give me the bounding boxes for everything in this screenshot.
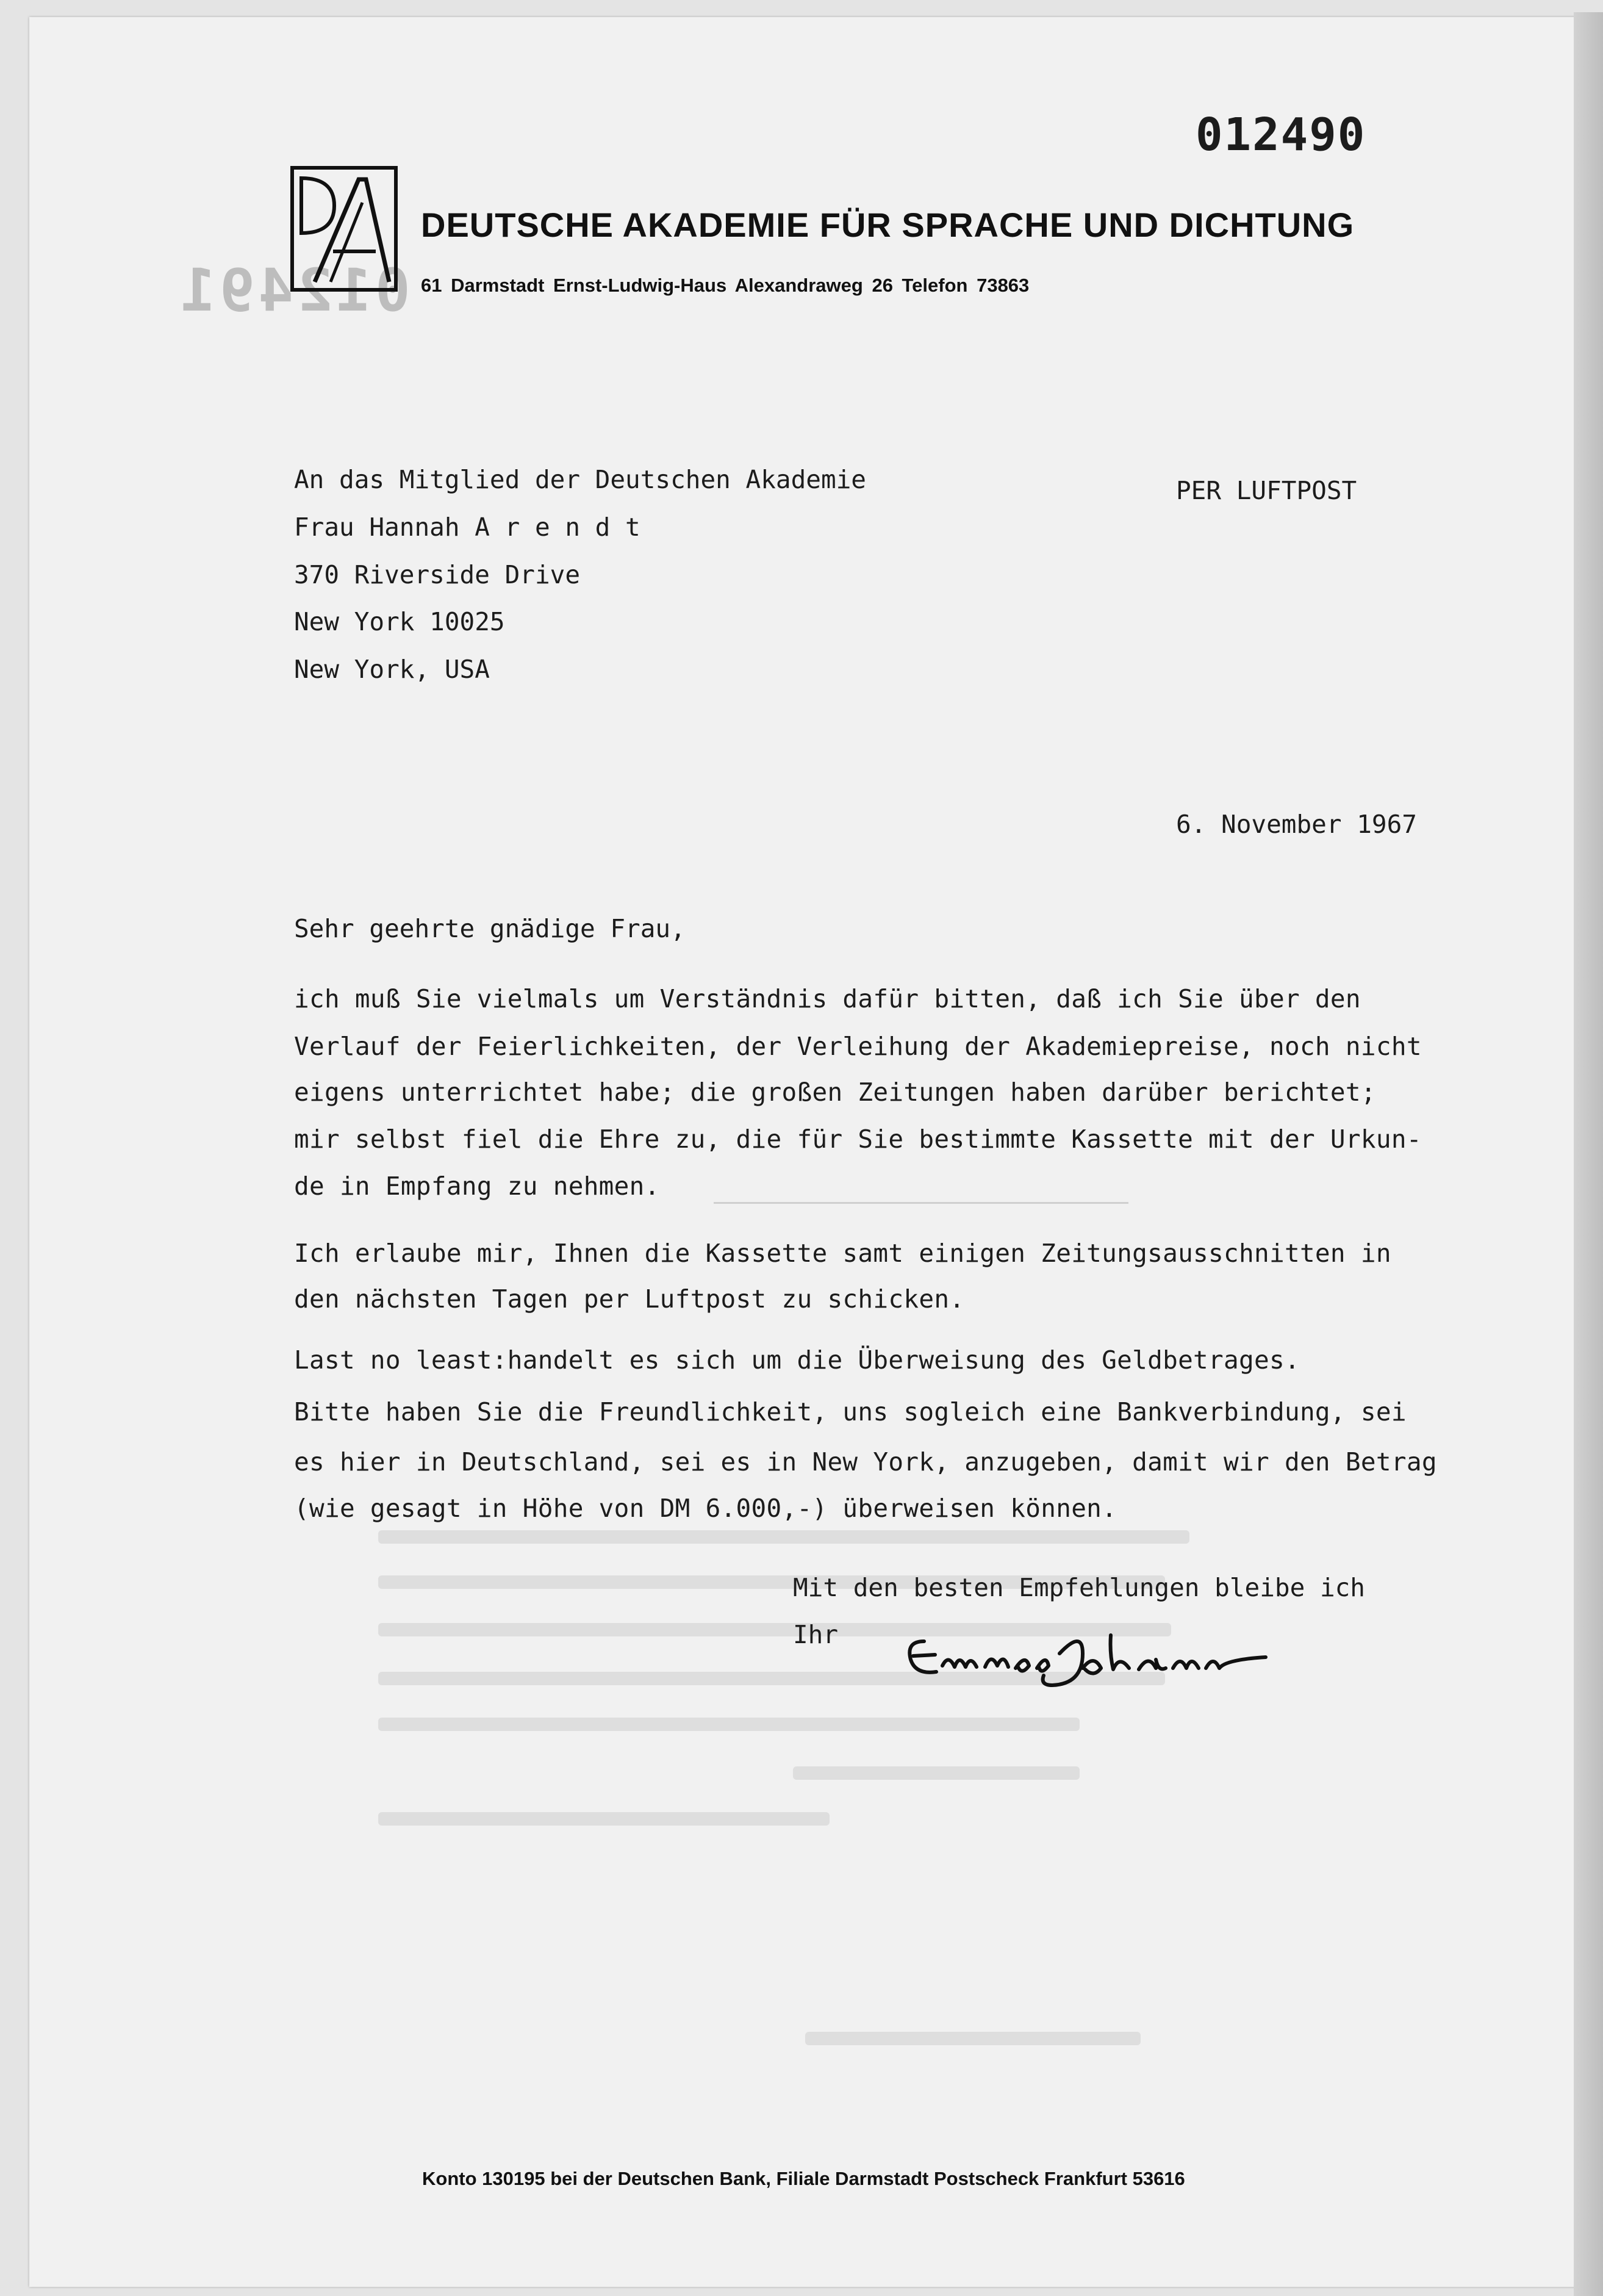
show-through-text (378, 1530, 1189, 1544)
body-line: den nächsten Tagen per Luftpost zu schicken. (294, 1284, 965, 1314)
document-number: 012490 (1196, 109, 1366, 161)
academy-name: DEUTSCHE AKADEMIE FÜR SPRACHE UND DICHTUNG (421, 206, 1355, 244)
svg-text:DA: DA (290, 166, 292, 167)
body-line: mir selbst fiel die Ehre zu, die für Sie bestimmte Kassette mit der Urkun- (294, 1125, 1422, 1154)
show-through-text (378, 1718, 1080, 1731)
scan-edge (1574, 12, 1603, 2296)
bank-footer: Konto 130195 bei der Deutschen Bank, Filiale Darmstadt Postscheck Frankfurt 53616 (422, 2168, 1185, 2189)
show-through-text (805, 2032, 1141, 2045)
show-through-number: 012491 (177, 256, 411, 325)
body-line: (wie gesagt in Höhe von DM 6.000,-) überweisen können. (294, 1494, 1117, 1523)
recipient-line: Frau Hannah A r e n d t (294, 513, 640, 542)
svg-text:Ernst Johann: Ernst Johann (900, 1617, 903, 1618)
body-line: Last no least:handelt es sich um die Überweisung des Geldbetrages. (294, 1345, 1300, 1375)
body-line: eigens unterrichtet habe; die großen Zeitungen haben darüber berichtet; (294, 1078, 1376, 1107)
show-through-text (793, 1766, 1080, 1780)
letter-date: 6. November 1967 (1176, 810, 1417, 839)
faint-rule (714, 1202, 1128, 1204)
body-line: Bitte haben Sie die Freundlichkeit, uns sogleich eine Bankverbindung, sei (294, 1397, 1407, 1427)
delivery-note: PER LUFTPOST (1176, 476, 1357, 505)
body-line: es hier in Deutschland, sei es in New York, anzugeben, damit wir den Betrag (294, 1447, 1437, 1477)
academy-address: 61 Darmstadt Ernst-Ludwig-Haus Alexandraweg 26 Telefon 73863 (421, 275, 1030, 296)
recipient-line: New York 10025 (294, 607, 505, 636)
closing-line: Mit den besten Empfehlungen bleibe ich (793, 1573, 1365, 1602)
closing-salutation: Ihr (793, 1620, 839, 1649)
body-line: Verlauf der Feierlichkeiten, der Verleihung der Akademiepreise, noch nicht (294, 1032, 1422, 1061)
recipient-line: An das Mitglied der Deutschen Akademie (294, 465, 866, 494)
handwritten-signature (900, 1617, 1278, 1696)
show-through-text (378, 1812, 830, 1826)
recipient-line: New York, USA (294, 655, 490, 684)
body-line: ich muß Sie vielmals um Verständnis dafür bitten, daß ich Sie über den (294, 984, 1361, 1013)
body-line: Ich erlaube mir, Ihnen die Kassette samt einigen Zeitungsausschnitten in (294, 1239, 1391, 1268)
academy-logo (290, 166, 398, 292)
body-line: de in Empfang zu nehmen. (294, 1171, 660, 1201)
greeting: Sehr geehrte gnädige Frau, (294, 914, 686, 943)
recipient-line: 370 Riverside Drive (294, 560, 580, 589)
